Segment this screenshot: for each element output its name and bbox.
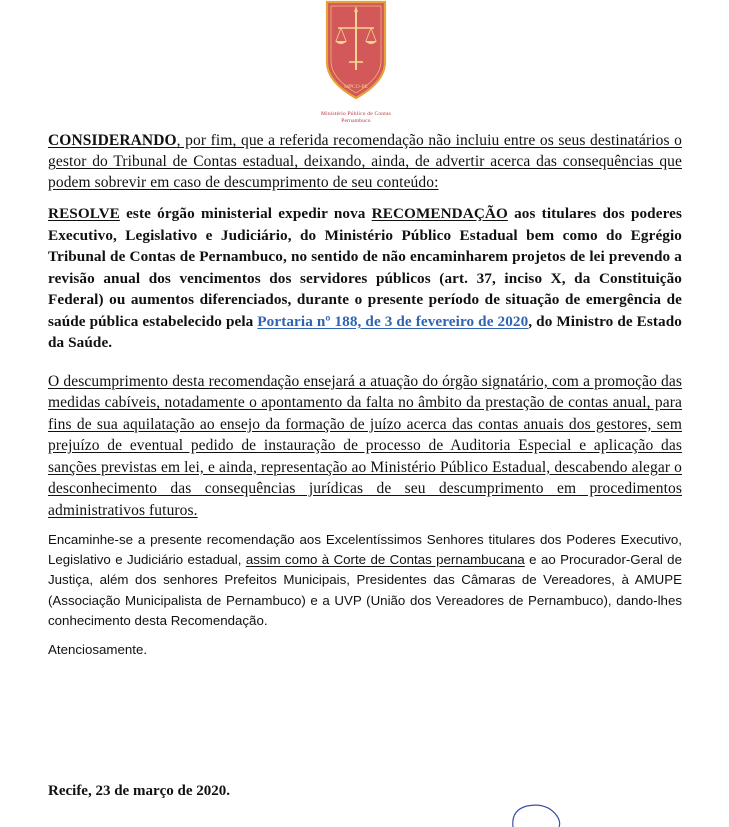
place-and-date: Recife, 23 de março de 2020.: [48, 783, 231, 799]
resolve-text-1: este órgão ministerial expedir nova: [119, 205, 372, 222]
mpco-seal-logo: [323, 0, 389, 100]
signature-mark: [505, 800, 565, 827]
resolve-text-2: aos titulares dos poderes Executivo, Legislativo e Judiciário, do Ministério Público Estadual bem como do Egrégio Tribunal de Contas de Pernambuco, no sentido de não encaminharem projetos de lei prevendo a revisão anual dos vencimentos dos servidores públicos (art. 37, inciso X, da Constituição Federal) ou aumentos diferenciados, durante o presente período de situação de emergência de saúde pública estabelecido pela: [48, 205, 682, 330]
encaminhe-text-2: e ao Procurador-Geral de Justiça, além dos senhores Prefeitos Municipais, Presidentes das Câmaras de Vereadores, à AMUPE (Associação Municipalista de Pernambuco) e a UVP (União dos Vereadores de Pernambuco), dando-lhes conhecimento desta Recomendação.: [48, 552, 682, 628]
closing-atenciosamente: Atenciosamente.: [48, 642, 148, 658]
portaria-link[interactable]: Portaria nº 188, de 3 de fevereiro de 2020: [257, 312, 529, 330]
resolve-heading: RESOLVE: [48, 205, 120, 222]
considerando-text: , por fim, que a referida recomendação não incluiu entre os seus destinatários o gestor do Tribunal de Contas estadual, deixando, ainda, de advertir acerca das consequências que podem sobrevir em caso de descumprimento de seu conteúdo:: [48, 132, 682, 191]
letterhead-caption: [285, 111, 427, 124]
considerando-heading: CONSIDERANDO: [48, 132, 177, 149]
paragraph-descumprimento: O descumprimento desta recomendação ensejará a atuação do órgão signatário, com a promoção das medidas cabíveis, notadamente o apontamento da falta no âmbito da prestação de contas anual, para fins de sua aquilatação ao ensejo da formação de juízo acerca das contas anuais dos gestores, sem prejuízo de eventual pedido de instauração de processo de Auditoria Especial e aplicação das sanções previstas em lei, e ainda, representação ao Ministério Público Estadual, descabendo alegar o desconhecimento das consequências jurídicas de seu descumprimento em procedimentos administrativos futuros.: [48, 372, 682, 519]
encaminhe-underlined: assim como à Corte de Contas pernambucana: [245, 552, 525, 568]
encaminhe-text-1: Encaminhe-se a presente recomendação aos Excelentíssimos Senhores titulares dos Poderes Executivo, Legislativo e Judiciário estadual,: [48, 532, 682, 568]
caption-line-1: Ministério Público de Contas: [321, 111, 391, 117]
letterhead: [0, 0, 729, 130]
document-body: [48, 130, 682, 660]
paragraph-considerando: [48, 130, 682, 193]
caption-line-2: Pernambuco: [341, 117, 371, 124]
svg-text:MPCO-PE: MPCO-PE: [344, 84, 368, 90]
paragraph-encaminhe: [48, 530, 682, 631]
recomendacao-keyword: RECOMENDAÇÃO: [371, 205, 508, 222]
paragraph-resolve: [48, 203, 682, 354]
resolve-text-3: , do Ministro de Estado da Saúde.: [48, 312, 682, 351]
